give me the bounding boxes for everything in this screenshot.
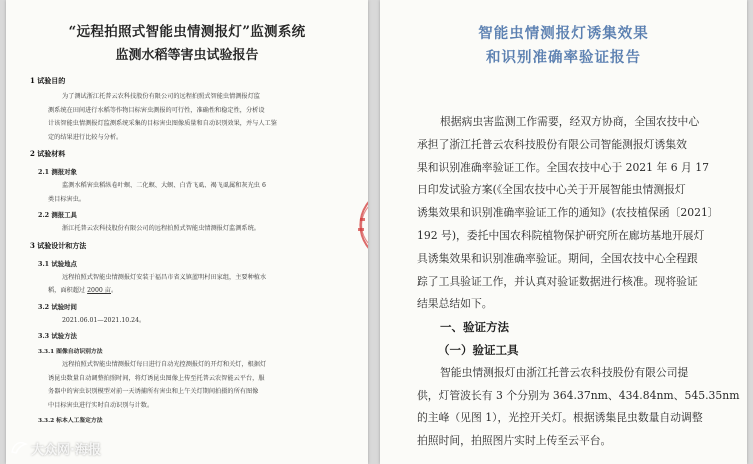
area-suffix: 。 <box>111 287 118 294</box>
body-text-line: 定的结果进行比较与分析。 <box>48 133 123 141</box>
body-text-line: 智能虫情测报灯由浙江托普云农科技股份有限公司提 <box>440 365 689 379</box>
body-text-line: 承担了浙江托普云农科技股份有限公司智能测报灯诱集效 <box>417 137 687 151</box>
subsection-heading: 3.1 试验地点 <box>38 259 77 268</box>
section-heading: 2 试验材料 <box>30 149 66 158</box>
right-title-line2: 和识别准确率验证报告 <box>486 49 641 66</box>
body-text-line: 监测水稻害虫稻纵卷叶螟、二化螟、大螟、白背飞虱、褐飞虱属和灰光虫 6 <box>62 182 266 189</box>
red-seal-stamp <box>344 190 368 260</box>
subsection-heading: 2.1 测报对象 <box>38 168 77 176</box>
body-text-line: 计该智能虫情测报灯监测系统采集的目标害虫图像质量和自动识别效果，并与人工鉴 <box>48 120 277 127</box>
right-title-line1: 智能虫情测报灯诱集效果 <box>478 25 649 42</box>
body-text-line: 类目标害虫。 <box>48 195 86 203</box>
body-text-line: 务器中的害虫识别模型对前一天诱捕所有害虫和上午关灯期间拍摄的所有图像 <box>48 388 259 395</box>
body-text-line: 为了测试浙江托普云农科技股份有限公司的远程拍照式智能虫情测报灯监 <box>62 93 260 100</box>
body-text-line: 测系统在田间进行水稻等作物目标害虫测报的可行性，准确性和稳定性，分析设 <box>48 106 265 114</box>
body-text-line: 供，灯管波长有 3 个分别为 364.37nm、434.84nm、545.35nm <box>417 388 740 402</box>
watermark <box>10 438 101 458</box>
body-text-line: 果和识别准确率验证工作。全国农技中心于 2021 年 6 月 17 <box>417 160 709 174</box>
left-title-line1: “远程拍照式智能虫情测报灯”监测系统 <box>68 24 306 40</box>
body-text-line: 诱昆虫数量自动调整拍照时间，将灯诱昆虫图像上传至托普云农智能云平台，服 <box>48 374 265 382</box>
left-title-line2: 监测水稻等害虫试验报告 <box>115 48 259 63</box>
section-heading: 3 试验设计和方法 <box>30 240 87 250</box>
body-text-line: 192 号)，委托中国农科院植物保护研究所在廊坊基地开展灯 <box>417 229 705 242</box>
subsubsection-heading: 3.3.1 图像自动识别方法 <box>38 349 103 355</box>
body-text-line: 2021.06.01—2021.10.24。 <box>62 316 146 324</box>
body-text-line: 日印发试验方案(《全国农技中心关于开展智能虫情测报灯 <box>417 183 686 197</box>
watermark-text: 大众网·海报 <box>31 442 101 458</box>
body-text-line: 远程拍照式智能虫情测报灯每日进行自动光控测报灯的开灯和关灯，根据灯 <box>62 361 267 368</box>
body-text-line: 拍照时间，拍照图片实时上传至云平台。 <box>417 434 612 448</box>
section-heading: 1 试验目的 <box>30 76 66 85</box>
watermark-logo-icon <box>10 440 28 456</box>
body-text-line: 的主峰（见图 1），光控开关灯。根据诱集昆虫数量自动调整 <box>417 411 703 425</box>
body-text-line <box>48 285 117 294</box>
body-text-line: 结果总结如下。 <box>417 297 493 311</box>
area-text: 稻，面积超过 <box>48 287 88 294</box>
right-document-page <box>380 0 747 464</box>
body-text-line: 具诱集效果和识别准确率验证。期间，全国农技中心全程跟 <box>417 251 698 265</box>
body-text-line: 根据病虫害监测工作需要，经双方协商，全国农技中心 <box>440 115 700 128</box>
subsection-heading: （一）验证工具 <box>438 343 519 357</box>
left-document-page <box>6 0 368 464</box>
section-heading: 一、验证方法 <box>440 320 509 335</box>
body-text-line: 诱集效果和识别准确率验证工作的通知》(农技植保函〔2021〕 <box>417 206 719 220</box>
body-text-line: 踪了工具验证工作，并认真对验证数据进行核准。现将验证 <box>417 274 698 288</box>
area-value: 2000 亩 <box>87 287 111 294</box>
subsection-heading: 3.2 试验时间 <box>38 302 77 311</box>
body-text-line: 远程拍照式智能虫情测报灯安装于福昌市省义镇蓝明村田家组，主要种植水 <box>62 273 267 281</box>
body-text-line: 中目标害虫进行实时自动识别与计数。 <box>48 401 154 409</box>
body-text-line: 浙江托普云农科技股份有限公司的远程拍照式智能虫情测报灯监测系统。 <box>62 225 260 232</box>
subsubsection-heading: 3.3.2 标本人工鉴定方法 <box>38 418 103 424</box>
subsection-heading: 2.2 测报工具 <box>38 211 77 219</box>
subsection-heading: 3.3 试验方法 <box>38 332 77 340</box>
